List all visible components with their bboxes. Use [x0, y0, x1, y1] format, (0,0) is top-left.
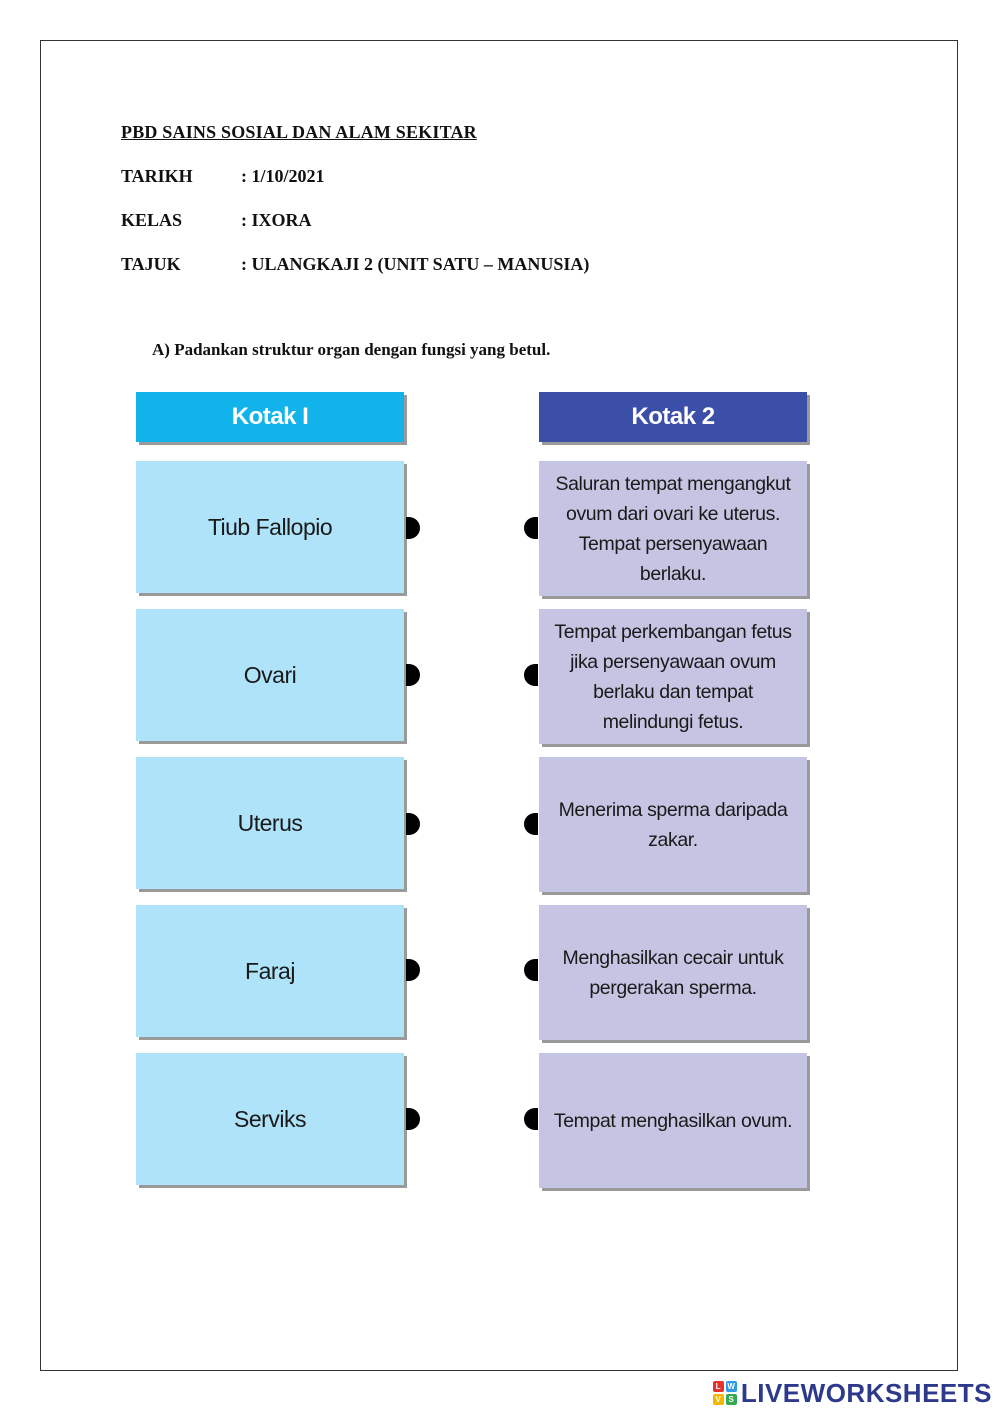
meta-value: : IXORA — [241, 210, 312, 230]
meta-row-class — [121, 210, 312, 231]
meta-value: : 1/10/2021 — [241, 166, 325, 186]
left-item-box: Ovari — [136, 609, 404, 741]
brand-name: LIVEWORKSHEETS — [740, 1377, 992, 1408]
right-item-box: Saluran tempat mengangkut ovum dari ovari ke uterus. Tempat persenyawaan berlaku. — [539, 461, 807, 596]
meta-row-topic — [121, 254, 589, 275]
right-item-box: Tempat perkembangan fetus jika persenyawaan ovum berlaku dan tempat melindungi fetus. — [539, 609, 807, 744]
left-item-box: Uterus — [136, 757, 404, 889]
meta-label: KELAS — [121, 210, 183, 230]
column-header-left: Kotak I — [136, 392, 404, 442]
logo-tile: S — [726, 1394, 737, 1405]
left-item-box: Faraj — [136, 905, 404, 1037]
instruction-text: A) Padankan struktur organ dengan fungsi yang betul. — [152, 340, 551, 359]
right-item-box: Tempat menghasilkan ovum. — [539, 1053, 807, 1188]
liveworksheets-brand — [713, 1379, 992, 1407]
liveworksheets-logo-icon — [713, 1381, 737, 1405]
left-item-box: Serviks — [136, 1053, 404, 1185]
right-item-box: Menghasilkan cecair untuk pergerakan sperma. — [539, 905, 807, 1040]
meta-label: TARIKH — [121, 166, 193, 186]
worksheet-title: PBD SAINS SOSIAL DAN ALAM SEKITAR — [121, 122, 477, 142]
left-item-box: Tiub Fallopio — [136, 461, 404, 593]
logo-tile: L — [713, 1381, 724, 1392]
meta-label: TAJUK — [121, 254, 181, 274]
meta-row-date — [121, 166, 325, 187]
meta-value: : ULANGKAJI 2 (UNIT SATU – MANUSIA) — [241, 254, 590, 274]
logo-tile: V — [713, 1394, 724, 1405]
logo-tile: W — [727, 1382, 736, 1391]
right-item-box: Menerima sperma daripada zakar. — [539, 757, 807, 892]
column-header-right: Kotak 2 — [539, 392, 807, 442]
